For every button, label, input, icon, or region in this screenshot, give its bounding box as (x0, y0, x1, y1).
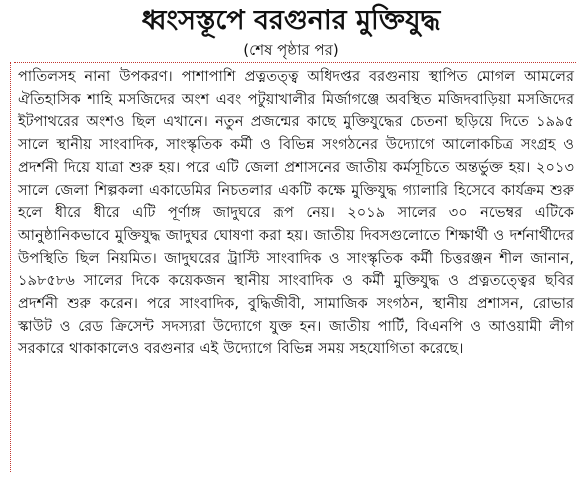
dotted-rule-top (14, 62, 576, 63)
continuation-note: (শেষ পৃষ্ঠার পর) (243, 41, 339, 59)
article-headline: ধ্বংসস্তূপে বরগুনার মুক্তিযুদ্ধ (141, 5, 441, 36)
article-body: পাতিলসহ নানা উপকরণ। পাশাপাশি প্রত্নতত্ত্ব অধিদপ্তর বরগুনায় স্থাপিত মোগল আমলের ঐতিহাসিক শাহি মসজিদের অংশ এবং পটুয়াখালীর মির্জাগঞ্জে অবস্থিত মজিদবাড়িয়া মসজিদের ইটপাথরের অংশও ছিল এখানে। নতুন প্রজন্মের কাছে মুক্তিযুদ্ধের চেতনা ছড়িয়ে দিতে ১৯৯৫ সালে স্থানীয় সাংবাদিক, সাংস্কৃতিক কর্মী ও বিভিন্ন সংগঠনের উদ্যোগে আলোকচিত্র সংগ্রহ ও প্রদর্শনী দিয়ে যাত্রা শুরু হয়। পরে এটি জেলা প্রশাসনের জাতীয় কর্মসূচিতে অন্তর্ভুক্ত হয়। ২০১৩ সালে জেলা শিল্পকলা একাডেমির নিচতলার একটি কক্ষে মুক্তিযুদ্ধ গ্যালারি হিসেবে কার্যক্রম শুরু হলে ধীরে ধীরে এটি পূর্ণাঙ্গ জাদুঘরে রূপ নেয়। ২০১৯ সালের ৩০ নভেম্বর এটিকে আনুষ্ঠানিকভাবে মুক্তিযুদ্ধ জাদুঘর ঘোষণা করা হয়। জাতীয় দিবসগুলোতে শিক্ষার্থী ও দর্শনার্থীদের উপস্থিতি ছিল নিয়মিত। জাদুঘরের ট্রাস্টি সাংবাদিক ও সাংস্কৃতিক কর্মী চিত্তরঞ্জন শীল জানান, ১৯৮৫৮৬ সালের দিকে কয়েকজন স্থানীয় সাংবাদিক ও কর্মী মুক্তিযুদ্ধ ও প্রত্নতত্ত্বের ছবির প্রদর্শনী শুরু করেন। পরে সাংবাদিক, বুদ্ধিজীবী, সামাজিক সংগঠন, স্থানীয় প্রশাসন, রোভার স্কাউট ও রেড ক্রিসেন্ট সদস্যরা উদ্যোগে যুক্ত হন। জাতীয় পার্টি, বিএনপি ও আওয়ামী লীগ সরকারে থাকাকালেও বরগুনার এই উদ্যোগে বিভিন্ন সময় সহযোগিতা করেছে। (18, 68, 574, 358)
dotted-rule-left (10, 62, 11, 472)
